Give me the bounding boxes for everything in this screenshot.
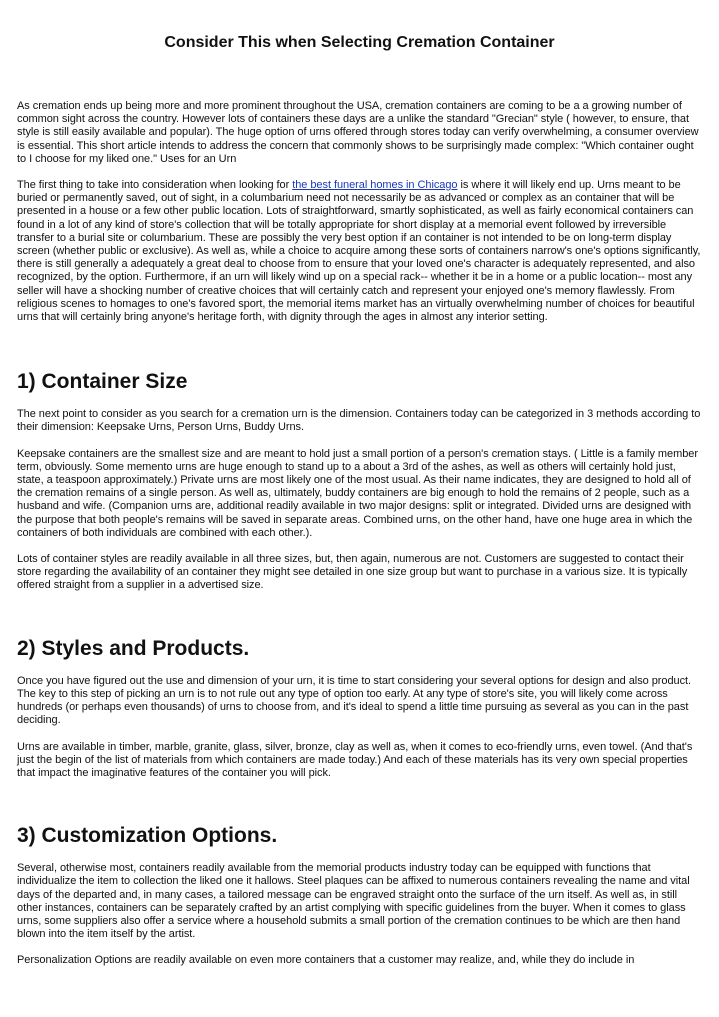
document-title: Consider This when Selecting Cremation Container [164, 34, 555, 51]
section-3-paragraph-1: Several, otherwise most, containers readily available from the memorial products industry today can be equipped with functions that individualize the item to collection the liked one it hallows. Steel plaques can be affixed to numerous containers revealing the name and vital days of the departed and, in many cases, a tailored message can be engraved straight onto the surface of the urn itself. As well as, in still other instances, containers can be separately crafted by an artist complying with specific guidelines from the buyer. When it comes to glass urns, some suppliers also offer a service where a household submits a small portion of the cremation continues to be which are then hand blown into the item itself by the artist. [17, 862, 690, 941]
intro-paragraph-2-text-end: is where it will likely end up. Urns meant to be buried or permanently saved, out of sight, in a columbarium need not necessarily be as advanced or complex as an container that will be presented in a house or a few other public location. Lots of straightforward, smartly sophisticated, as well as fairly economical containers can found in a lot of any kind of store's collection that will be totally appropriate for short display at a memorial event followed by irreversible transfer to a burial site or columbarium. These are possibly the very best option if an container is not intended to be on long-term display screen (whether public or exclusive). As well as, while a choice to acquire among these sorts of containers narrow's one's options significantly, there is still generally a adequately a great deal to choose from to ensure that your loved one's character is adequately represented, and also recognized, by the option. Furthermore, if an urn will likely wind up on a special rack-- whether it be in a home or a public location-- most any seller will have a shocking number of creative choices that will certainly catch and represent your enjoyed one's memory flawlessly. From religious scenes to homages to one's favored sport, the memorial items market has an virtually overwhelming number of choices for beautiful urns that will certainly bring anyone's heritage forth, with dignity through the ages in almost any interior setting. [17, 179, 701, 324]
section-3-paragraph-2: Personalization Options are readily available on even more containers that a customer may realize, and, while they do include in [17, 954, 635, 967]
section-2-paragraph-2: Urns are available in timber, marble, granite, glass, silver, bronze, clay as well as, when it comes to eco-friendly urns, even towel. (And that's just the begin of the list of materials from which containers are made today.) And each of these materials has its very own special properties that impact the imaginative features of the container you will pick. [17, 740, 693, 779]
funeral-homes-chicago-link[interactable]: the best funeral homes in Chicago [292, 179, 458, 192]
section-heading-customization-options: 3) Customization Options. [17, 824, 278, 848]
section-1-paragraph-1: The next point to consider as you search for a cremation urn is the dimension. Containers today can be categorized in 3 methods according to their dimension: Keepsake Urns, Person Urns, Buddy Urns. [17, 408, 701, 434]
intro-paragraph-2 [17, 179, 702, 324]
section-heading-container-size: 1) Container Size [17, 370, 188, 394]
section-1-paragraph-2: Keepsake containers are the smallest size and are meant to hold just a small portion of a person's cremation stays. ( Little is a family member term, obviously. Some memento urns are huge enough to stand up to a about a 3rd of the ashes, as well as others will certainly hold just, state, a teaspoon approximately.) Private urns are most likely one of the most usual. As their name indicates, they are designed to hold all of the cremation remains of a single person. As well as, ultimately, buddy containers are big enough to hold the remains of 2 people, such as a husband and wife. (Companion urns are, additional readily available in two major designs: split or integrated. Divided urns are designed with the purpose that both people's remains will be saved in separate areas. Combined urns, on the other hand, have one huge area in which the containers of both individuals are combined with each other.). [17, 447, 698, 539]
intro-paragraph-1: As cremation ends up being more and more prominent throughout the USA, cremation containers are coming to be a a growing number of common sight across the country. However lots of containers these days are a unlike the standard "Grecian" style ( however, to ensure, that style is still easily available and popular). The huge option of urns offered through stores today can verify overwhelming, a consumer overview is essential. This short article intends to address the concern that commonly shows to be surprisingly made complex: "Which container ought to I choose for my liked one." Uses for an Urn [17, 100, 699, 165]
section-1-paragraph-3: Lots of container styles are readily available in all three sizes, but, then again, numerous are not. Customers are suggested to contact their store regarding the availability of an container they might see detailed in one size group but want to purchase in a various size. It is typically offered straight from a supplier in a advertised size. [17, 553, 688, 592]
intro-paragraph-2-text-start: The first thing to take into consideration when looking for [17, 179, 293, 192]
section-2-paragraph-1: Once you have figured out the use and dimension of your urn, it is time to start considering your several options for design and also product. The key to this step of picking an urn is to not rule out any type of option too early. At any type of store's site, you will likely come across hundreds (or perhaps even thousands) of urns to choose from, and it's ideal to spend a little time pursuing as several as you can in the past deciding. [17, 674, 692, 727]
section-heading-styles-products: 2) Styles and Products. [17, 636, 250, 660]
